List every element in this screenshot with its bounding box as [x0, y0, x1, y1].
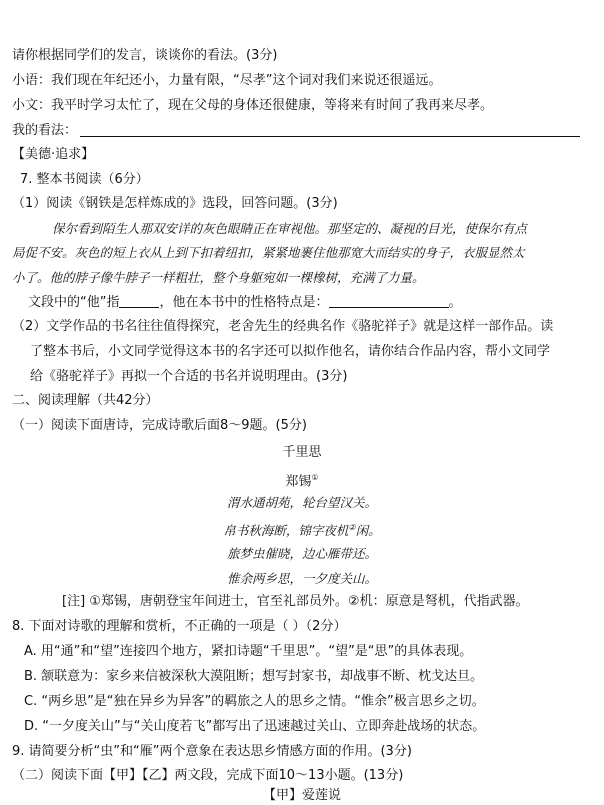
q8-option-b[interactable]: B. 颔联意为：家乡来信被深秋大漠阻断；想写封家书，却战事不断、枕戈达旦。	[24, 669, 484, 684]
q7-part1-stem: （1）阅读《钢铁是怎样炼成的》选段，回答问题。(3分)	[12, 196, 338, 211]
poem-line-2-text: 帛书秋海断，锦字夜机	[223, 523, 349, 539]
poem-line-2-end: 闲。	[355, 523, 381, 539]
q7-fill-text-a: 文段中的“他”指	[28, 295, 120, 310]
jia-text-title: 【甲】爱莲说	[262, 788, 341, 803]
q7-title: 7. 整本书阅读（6分）	[20, 172, 149, 187]
q8-stem: 8. 下面对诗歌的理解和赏析，不正确的一项是（ ）（2分）	[12, 619, 347, 634]
q8-option-a[interactable]: A. 用“通”和“望”连接四个地方，紧扣诗题“千里思”。“望”是“思”的具体表现。	[24, 644, 473, 659]
poem-title: 千里思	[282, 445, 322, 460]
q6-xiaoyu-statement: 小语：我们现在年纪还小，力量有限，“尽孝”这个词对我们来说还很遥远。	[12, 73, 442, 88]
excerpt-line-2: 局促不安。灰色的短上衣从上到下扣着纽扣，紧紧地裹住他那宽大而结实的身子，衣服显然太	[12, 245, 525, 260]
q6-xiaowen-statement: 小文：我平时学习太忙了，现在父母的身体还很健康，等将来有时间了我再来尽孝。	[12, 98, 494, 113]
poem-author-note-mark: ①	[311, 473, 319, 482]
section1-intro: （一）阅读下面唐诗，完成诗歌后面8～9题。(5分)	[12, 418, 307, 433]
q7-fill-text-c: 。	[448, 295, 462, 310]
q6-view-label: 我的看法：	[12, 123, 78, 138]
poem-author: 郑锡	[285, 474, 312, 490]
excerpt-line-3: 小了。他的脖子像牛脖子一样粗壮，整个身躯宛如一棵橡树，充满了力量。	[12, 270, 425, 285]
q7-part2-line-1: （2）文学作品的书名往往值得探究，老舍先生的经典名作《骆驼祥子》就是这样一部作品。读	[12, 319, 554, 334]
poem-line-2	[0, 520, 604, 539]
q7-part2-line-2: 了整本书后，小文同学觉得这本书的名字还可以拟作他名，请你结合作品内容，帮小文同学	[30, 344, 551, 359]
q6-answer-line[interactable]	[80, 136, 580, 137]
q9-stem: 9. 请简要分析“虫”和“雁”两个意象在表达思乡情感方面的作用。(3分)	[12, 744, 412, 759]
poem-line-4: 惟余两乡思，一夕度关山。	[226, 571, 377, 586]
part2-title: 二、阅读理解（共42分）	[12, 393, 159, 408]
poem-line-3: 旅梦虫催晓，边心雁带还。	[226, 546, 377, 561]
poem-line-2-note-mark: ②	[348, 523, 356, 532]
q6-intro: 请你根据同学们的发言，谈谈你的看法。(3分)	[12, 48, 278, 63]
section-meide-heading: 【美德·追求】	[12, 147, 95, 162]
q7-blank-person[interactable]	[119, 294, 159, 308]
section2-intro: （二）阅读下面【甲】【乙】两文段，完成下面10～13小题。(13分)	[12, 768, 404, 783]
q8-option-d[interactable]: D. “一夕度关山”与“关山度若飞”都写出了迅速越过关山、立即奔赴战场的状态。	[24, 719, 486, 734]
poem-author-line	[0, 470, 604, 490]
q7-fill-text-b: ，他在本书中的性格特点是：	[159, 295, 329, 310]
q7-part2-line-3: 给《骆驼祥子》再拟一个合适的书名并说明理由。(3分)	[30, 369, 348, 384]
poem-line-1: 渭水通胡苑，轮台望汉关。	[226, 495, 377, 510]
poem-annotation: [注] ①郑锡，唐朝登宝年间进士，官至礼部员外。②机：原意是弩机，代指武器。	[62, 594, 529, 609]
excerpt-line-1: 保尔看到陌生人那双安详的灰色眼睛正在审视他。那坚定的、凝视的目光，使保尔有点	[52, 221, 528, 236]
q7-blank-traits[interactable]	[329, 294, 449, 308]
q7-fill-sentence	[28, 294, 462, 311]
q8-option-c[interactable]: C. “两乡思”是“独在异乡为异客”的羁旅之人的思乡之情。“惟余”极言思乡之切。	[24, 694, 485, 709]
